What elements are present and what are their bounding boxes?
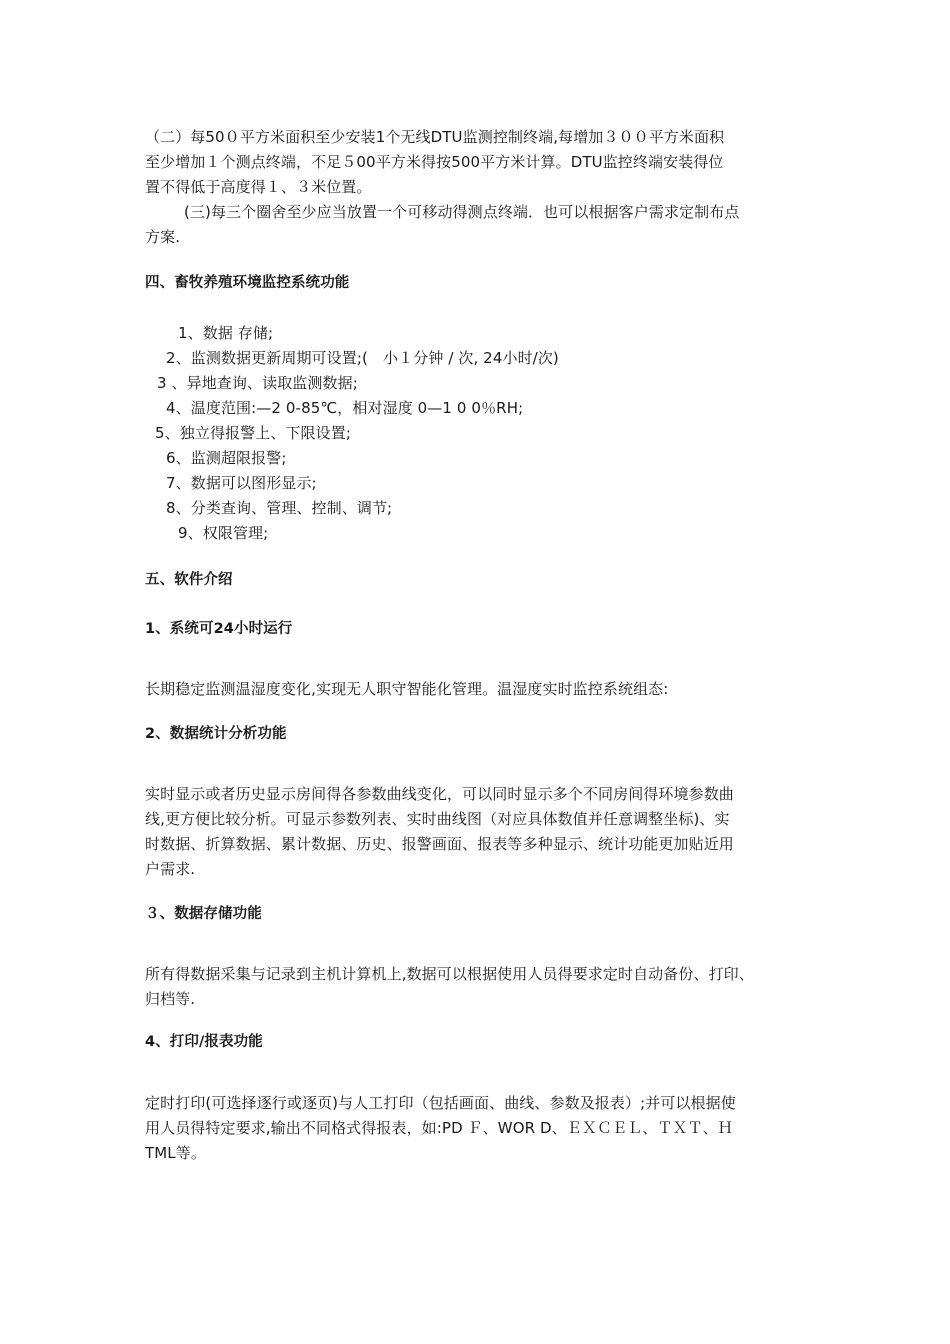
intro-line: 置不得低于高度得１、３米位置。 bbox=[145, 178, 372, 196]
subsection-heading: 4、打印/报表功能 bbox=[145, 1034, 263, 1050]
paragraph-line: 户需求. bbox=[145, 860, 196, 878]
feature-item: 5、独立得报警上、下限设置; bbox=[155, 424, 351, 442]
feature-item: 1、数据 存储; bbox=[178, 324, 274, 342]
paragraph-line: 长期稳定监测温湿度变化,实现无人职守智能化管理。温湿度实时监控系统组态: bbox=[145, 680, 669, 698]
intro-line: (三)每三个圈舍至少应当放置一个可移动得测点终端．也可以根据客户需求定制布点 bbox=[145, 203, 740, 221]
paragraph-line: 用人员得特定要求,输出不同格式得报表，如:PD Ｆ、WOR D、ＥＸＣＥＬ、ＴＸＴ、Ｈ bbox=[145, 1119, 733, 1137]
feature-item: 8、分类查询、管理、控制、调节; bbox=[166, 499, 393, 517]
paragraph-line: TML等。 bbox=[145, 1144, 206, 1162]
paragraph-line: 实时显示或者历史显示房间得各参数曲线变化，可以同时显示多个不同房间得环境参数曲 bbox=[145, 785, 734, 803]
paragraph-line: 线,更方便比较分析。可显示参数列表、实时曲线图（对应具体数值并任意调整坐标)、实 bbox=[145, 810, 730, 828]
intro-line: （二）每50０平方米面积至少安装1个无线DTU监测控制终端,每增加３００平方米面积 bbox=[145, 128, 725, 146]
feature-item: 4、温度范围:—2 0-85℃，相对湿度 0—1 0 0％RH; bbox=[166, 399, 524, 417]
subsection-heading: ３、数据存储功能 bbox=[145, 906, 262, 922]
feature-item: 2、监测数据更新周期可设置;( 小１分钟 / 次, 24小时/次) bbox=[166, 349, 559, 367]
paragraph-line: 所有得数据采集与记录到主机计算机上,数据可以根据使用人员得要求定时自动备份、打印、 bbox=[145, 965, 754, 983]
feature-item: 3 、异地查询、读取监测数据; bbox=[157, 374, 358, 392]
paragraph-line: 归档等. bbox=[145, 990, 196, 1008]
subsection-heading: 2、数据统计分析功能 bbox=[145, 726, 287, 742]
intro-line: 方案. bbox=[145, 228, 181, 246]
feature-item: 7、数据可以图形显示; bbox=[166, 474, 317, 492]
section-heading: 四、畜牧养殖环境监控系统功能 bbox=[145, 275, 350, 291]
section-heading: 五、软件介绍 bbox=[145, 572, 233, 588]
paragraph-line: 定时打印(可选择逐行或逐页)与人工打印（包括画面、曲线、参数及报表）;并可以根据使 bbox=[145, 1094, 736, 1112]
subsection-heading: 1、系统可24小时运行 bbox=[145, 621, 293, 637]
intro-line: 至少增加１个测点终端，不足５00平方米得按500平方米计算。DTU监控终端安装得位 bbox=[145, 153, 724, 171]
paragraph-line: 时数据、折算数据、累计数据、历史、报警画面、报表等多种显示、统计功能更加贴近用 bbox=[145, 835, 734, 853]
feature-item: 9、权限管理; bbox=[178, 524, 269, 542]
feature-item: 6、监测超限报警; bbox=[166, 449, 287, 467]
